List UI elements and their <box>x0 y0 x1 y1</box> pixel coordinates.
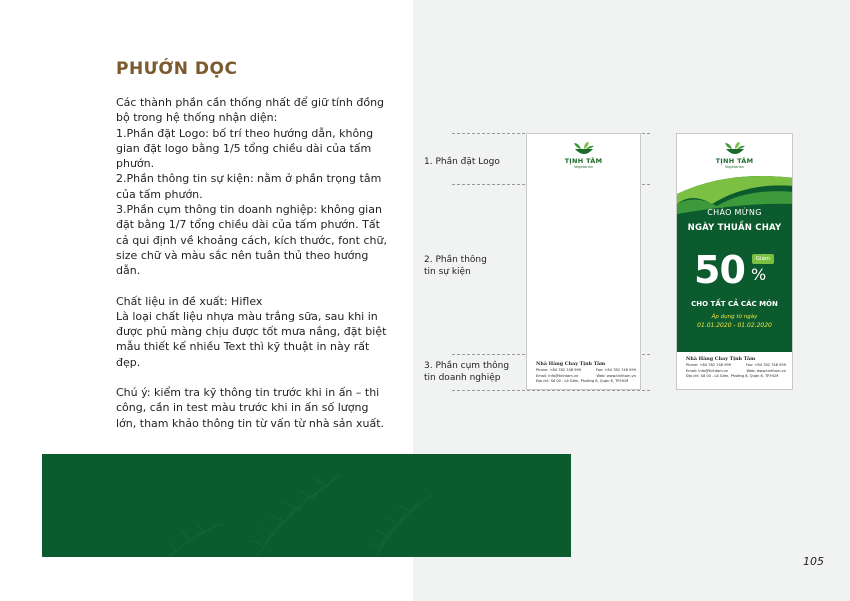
company-rule-paragraph: 3.Phần cụm thông tin doanh nghiệp: không gian đặt bằng 1/7 tổng chiều dài của tấm phướn. Tất cả qui định về khoảng cách, kích thước, font chữ, size chữ và màu sắc nên tuân thủ theo hướng dẫn. <box>116 203 387 278</box>
address-label: Địa chỉ <box>536 379 549 384</box>
banner-wireframe <box>526 133 641 390</box>
company-name: Nhà Hàng Chay Tịnh Tâm <box>686 356 756 362</box>
address-value: : Số 00 - Lò Gốm, Phường 8, Quận 6, TP.HCM <box>548 379 629 384</box>
guide-line-bottom <box>452 390 650 391</box>
discount-tag: Giảm <box>752 254 774 264</box>
web-value: : www.tinhtam.vn <box>604 373 636 378</box>
phone-value: : +84 782 748 999 <box>697 363 732 367</box>
address-value: : Số 00 - Lò Gốm, Phường 8, Quận 6, TP.HCM <box>698 374 779 379</box>
fern-pattern <box>42 454 571 557</box>
web-label: Web <box>746 368 755 373</box>
logo-tagline: Vegetarian <box>725 165 744 169</box>
company-name: Nhà Hàng Chay Tịnh Tâm <box>536 361 606 367</box>
web-value: : www.tinhtam.vn <box>754 368 786 373</box>
label-logo-section: 1. Phần đặt Logo <box>424 157 500 167</box>
promo-event-name: NGÀY THUẦN CHAY <box>687 223 782 233</box>
phone-value: : +84 782 748 999 <box>547 368 582 372</box>
material-heading: Chất liệu in đề xuất: Hiflex <box>116 294 263 308</box>
contact-block <box>536 361 636 385</box>
logo-name: TỊNH TÂM <box>564 157 603 165</box>
logo-rule-paragraph: 1.Phần đặt Logo: bố trí theo hướng dẫn, không gian đặt logo bằng 1/5 tổng chiều dài của tấm phướn. <box>116 126 374 171</box>
address-label: Địa chỉ <box>686 374 699 379</box>
promo-big-number: 50 <box>694 248 745 292</box>
phone-label: Phone <box>686 363 698 367</box>
note-paragraph: Chú ý: kiểm tra kỹ thông tin trước khi in ấn – thi công, cần in test màu trước khi in ấn số lượng lớn, tham khảo thông tin từ vấn từ nhà sản xuất. <box>116 386 385 430</box>
email-label: Email <box>686 368 696 373</box>
page-number: 105 <box>803 555 824 568</box>
web-label: Web <box>596 373 605 378</box>
promo-date-range: 01.01.2020 - 01.02.2020 <box>697 322 772 329</box>
logo-name: TỊNH TÂM <box>715 157 754 165</box>
paragraph-spacer <box>116 279 388 294</box>
fax-value: : +84 782 748 599 <box>602 368 636 372</box>
logo-tagline: Vegetarian <box>574 165 593 169</box>
banner-logo <box>527 142 640 169</box>
email-label: Email <box>536 373 546 378</box>
banner-design-sample <box>676 133 793 390</box>
promo-percent: % <box>751 265 767 284</box>
intro-paragraph: Các thành phần cần thống nhất để giữ tính đồng bộ trong hệ thống nhận diện: <box>116 96 385 125</box>
email-value: : info@tinhtam.vn <box>545 373 579 378</box>
event-rule-paragraph: 2.Phần thông tin sự kiện: nằm ở phần trọng tâm của tấm phướn. <box>116 172 382 201</box>
page-title: PHƯỚN DỌC <box>116 59 238 79</box>
fax-value: : +84 782 748 599 <box>752 363 786 367</box>
label-event-section: 2. Phần thông tin sự kiện <box>424 255 487 277</box>
fax-label: Fax <box>745 363 753 367</box>
bowl-leaf-icon <box>572 142 596 156</box>
material-paragraph: Là loại chất liệu nhựa màu trắng sữa, sau khi in được phủ màng chịu được tốt mưa nắng, đặt biệt mẫu thiết kế nhiều Text thì kỹ thuật in này rất đẹp. <box>116 309 387 369</box>
fax-label: Fax <box>595 368 603 372</box>
promo-applied-from: Áp dụng từ ngày <box>711 314 758 320</box>
phone-label: Phone <box>536 368 548 372</box>
contact-block <box>686 356 786 380</box>
green-fern-banner <box>42 454 571 557</box>
label-company-section: 3. Phần cụm thông tin doanh nghiệp <box>424 361 510 383</box>
body-text <box>116 95 388 431</box>
bowl-leaf-icon <box>723 142 747 156</box>
paragraph-spacer <box>116 370 388 385</box>
email-value: : info@tinhtam.vn <box>695 368 729 373</box>
promo-all-items: CHO TẤT CẢ CÁC MÓN <box>691 300 778 308</box>
promo-greeting: CHÀO MỪNG <box>707 208 762 217</box>
